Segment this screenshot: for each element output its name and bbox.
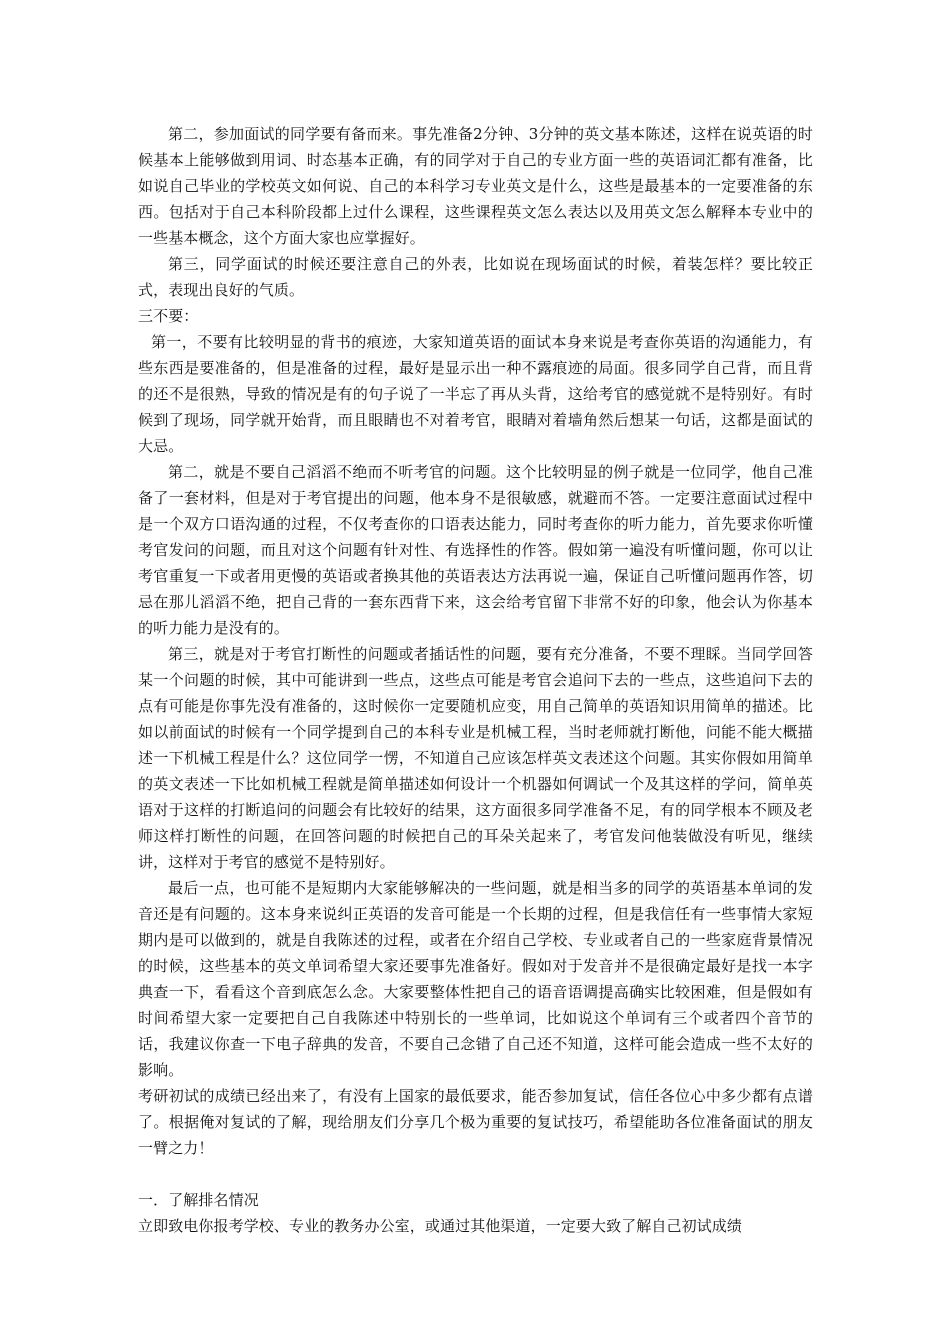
paragraph-contact-office: 立即致电你报考学校、专业的教务办公室，或通过其他渠道，一定要大致了解自己初试成绩	[138, 1217, 743, 1235]
blank-line	[138, 1161, 813, 1187]
section-heading-three-donts: 三不要：	[138, 307, 199, 325]
paragraph-listen-to-examiner: 第二，就是不要自己滔滔不绝而不听考官的问题。这个比较明显的例子就是一位同学，他自己准备了一套材料，但是对于考官提出的问题，他本身不是很敏感，就避而不答。一定要注意面试过程中是一个双方口语沟通的过程，不仅考查你的口语表达能力，同时考查你的听力能力，首先要求你听懂考官发问的问题，而且对这个问题有针对性、有选择性的作答。假如第一遍没有听懂问题，你可以让考官重复一下或者用更慢的英语或者换其他的英语表达方法再说一遍，保证自己听懂问题再作答，切忌在那儿滔滔不绝，把自己背的一套东西背下来，这会给考官留下非常不好的印象，他会认为你基本的听力能力是没有的。	[138, 463, 813, 637]
paragraph-pronunciation: 最后一点，也可能不是短期内大家能够解决的一些问题，就是相当多的同学的英语基本单词的发音还是有问题的。这本身来说纠正英语的发音可能是一个长期的过程，但是我信任有一些事情大家短期内是可以做到的，就是自我陈述的过程，或者在介绍自己学校、专业或者自己的一些家庭背景情况的时候，这些基本的英文单词希望大家还要事先准备好。假如对于发音并不是很确定最好是找一本字典查一下，看看这个音到底怎么念。大家要整体性把自己的语音语调提高确实比较困难，但是假如有时间希望大家一定要把自己自我陈述中特别长的一些单词，比如说这个单词有三个或者四个音节的话，我建议你查一下电子辞典的发音，不要自己念错了自己还不知道，这样可能会造成一些不太好的影响。	[138, 879, 813, 1079]
document-body	[138, 121, 813, 1239]
section-heading-ranking: 一．了解排名情况	[138, 1191, 259, 1209]
paragraph-retest-intro: 考研初试的成绩已经出来了，有没有上国家的最低要求，能否参加复试，信任各位心中多少都有点谱了。根据俺对复试的了解，现给朋友们分享几个极为重要的复试技巧，希望能助各位准备面试的朋友一臂之力！	[138, 1087, 813, 1157]
paragraph-appearance: 第三，同学面试的时候还要注意自己的外表，比如说在现场面试的时候，着装怎样？要比较正式，表现出良好的气质。	[138, 255, 813, 299]
paragraph-interruptions: 第三，就是对于考官打断性的问题或者插话性的问题，要有充分准备，不要不理睬。当同学回答某一个问题的时候，其中可能讲到一些点，这些点可能是考官会追问下去的一些点，这些追问下去的点有可能是你事先没有准备的，这时候你一定要随机应变，用自己简单的英语知识用简单的描述。比如以前面试的时候有一个同学提到自己的本科专业是机械工程，当时老师就打断他，问能不能大概描述一下机械工程是什么？这位同学一愣，不知道自己应该怎样英文表述这个问题。其实你假如用简单的英文表述一下比如机械工程就是简单描述如何设计一个机器如何调试一个及其这样的学问，简单英语对于这样的打断追问的问题会有比较好的结果，这方面很多同学准备不足，有的同学根本不顾及老师这样打断性的问题，在回答问题的时候把自己的耳朵关起来了，考官发问他装做没有听见，继续讲，这样对于考官的感觉不是特别好。	[138, 645, 813, 871]
paragraph-prepare-english: 第二，参加面试的同学要有备而来。事先准备2分钟、3分钟的英文基本陈述，这样在说英语的时候基本上能够做到用词、时态基本正确，有的同学对于自己的专业方面一些的英语词汇都有准备，比如说自己毕业的学校英文如何说、自己的本科学习专业英文是什么，这些是最基本的一定要准备的东西。包括对于自己本科阶段都上过什么课程，这些课程英文怎么表达以及用英文怎么解释本专业中的一些基本概念，这个方面大家也应掌握好。	[138, 125, 813, 247]
paragraph-no-memorized-speech: 第一，不要有比较明显的背书的痕迹，大家知道英语的面试本身来说是考查你英语的沟通能力，有些东西是要准备的，但是准备的过程，最好是显示出一种不露痕迹的局面。很多同学自己背，而且背的还不是很熟，导致的情况是有的句子说了一半忘了再从头背，这给考官的感觉就不是特别好。有时候到了现场，同学就开始背，而且眼睛也不对着考官，眼睛对着墙角然后想某一句话，这都是面试的大忌。	[138, 333, 813, 455]
